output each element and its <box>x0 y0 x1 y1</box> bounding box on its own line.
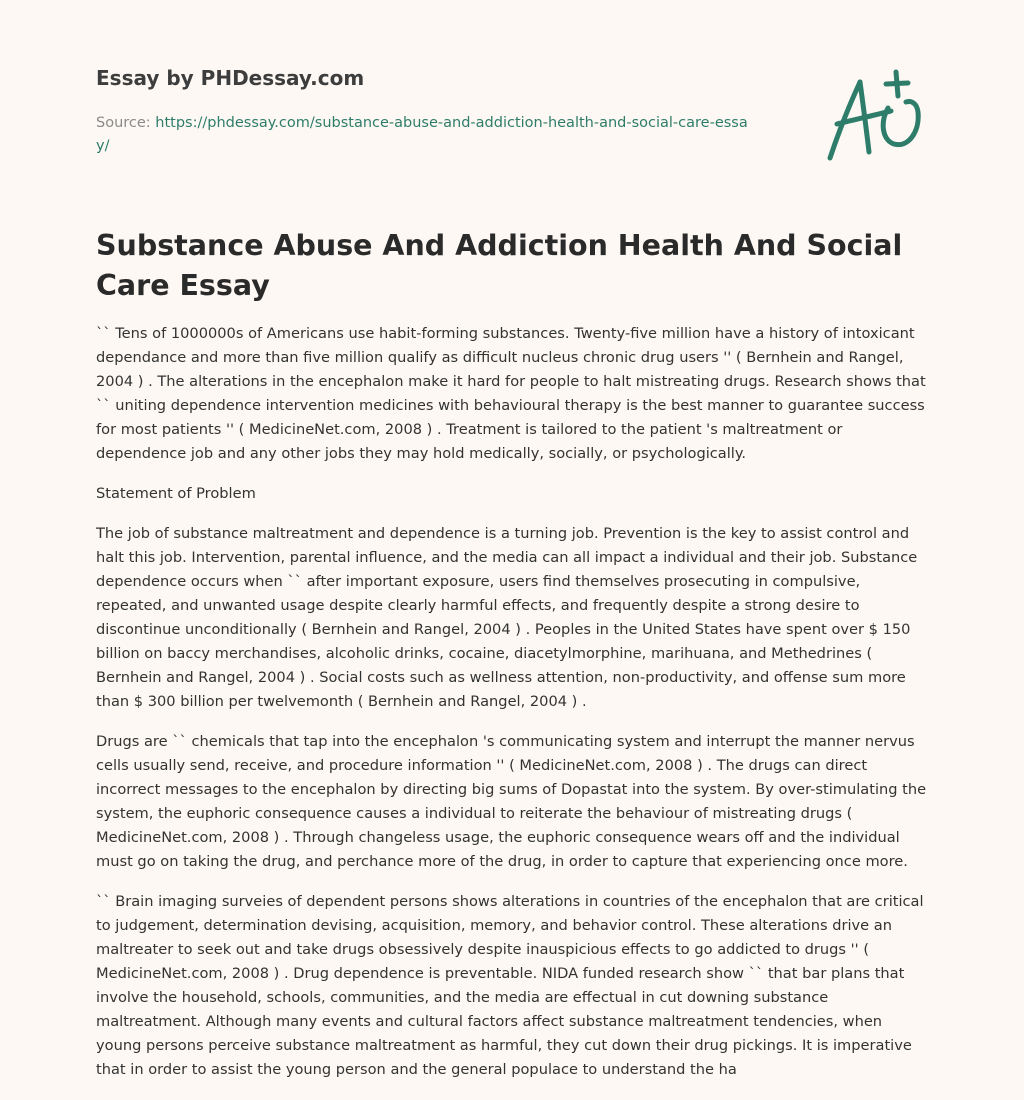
essay-paragraph: Drugs are `` chemicals that tap into the encephalon 's communicating system and interrupt the manner nervus cells usually send, receive, and procedure information '' ( MedicineNet.com, 2008 ) . The drugs can direct incorrect messages to the encephalon by directing big sums of Dopastat into the system. By over-stimulating the system, the euphoric consequence causes a individual to reiterate the behaviour of mistreating drugs ( MedicineNet.com, 2008 ) . Through changeless usage, the euphoric consequence wears off and the individual must go on taking the drug, and perchance more of the drug, in order to capture that experiencing once more. <box>96 733 927 870</box>
essay-paragraph: `` Tens of 1000000s of Americans use habit-forming substances. Twenty-five million have a history of intoxicant dependance and more than five million qualify as difficult nucleus chronic drug users '' ( Bernhein and Rangel, 2004 ) . The alterations in the encephalon make it hard for people to halt mistreating drugs. Research shows that `` uniting dependence intervention medicines with behavioural therapy is the best manner to guarantee success for most patients '' ( MedicineNet.com, 2008 ) . Treatment is tailored to the patient 's maltreatment or dependence job and any other jobs they may hold medically, socially, or psychologically. <box>96 325 926 462</box>
page-header <box>96 62 776 158</box>
essay-paragraph: The job of substance maltreatment and dependence is a turning job. Prevention is the key to assist control and halt this job. Intervention, parental influence, and the media can all impact a individual and their job. Substance dependence occurs when `` after important exposure, users find themselves prosecuting in compulsive, repeated, and unwanted usage despite clearly harmful effects, and frequently despite a strong desire to discontinue unconditionally ( Bernhein and Rangel, 2004 ) . Peoples in the United States have spent over $ 150 billion on baccy merchandises, alcoholic drinks, cocaine, diacetylmorphine, marihuana, and Methedrines ( Bernhein and Rangel, 2004 ) . Social costs such as wellness attention, non-productivity, and offense sum more than $ 300 billion per twelvemonth ( Bernhein and Rangel, 2004 ) . <box>96 525 918 710</box>
section-heading: Statement of Problem <box>96 485 256 502</box>
essay-paragraph: `` Brain imaging surveies of dependent persons shows alterations in countries of the encephalon that are critical to judgement, determination devising, acquisition, memory, and behavior control. These alterations drive an maltreater to seek out and take drugs obsessively despite inauspicious effects to go addicted to drugs '' ( MedicineNet.com, 2008 ) . Drug dependence is preventable. NIDA funded research show `` that bar plans that involve the household, schools, communities, and the media are effectual in cut downing substance maltreatment. Although many events and cultural factors affect substance maltreatment tendencies, when young persons perceive substance maltreatment as harmful, they cut down their drug pickings. It is imperative that in order to assist the young person and the general populace to understand the ha <box>96 893 924 1078</box>
source-link[interactable]: https://phdessay.com/substance-abuse-and-addiction-health-and-social-care-essay/ <box>96 115 748 154</box>
source-label: Source: <box>96 115 151 131</box>
brand-title: Essay by PHDessay.com <box>96 66 365 90</box>
source-line <box>96 112 756 158</box>
a-plus-grade-icon <box>822 68 930 164</box>
essay-body <box>96 322 930 1098</box>
essay-title: Substance Abuse And Addiction Health And Social Care Essay <box>96 229 903 302</box>
